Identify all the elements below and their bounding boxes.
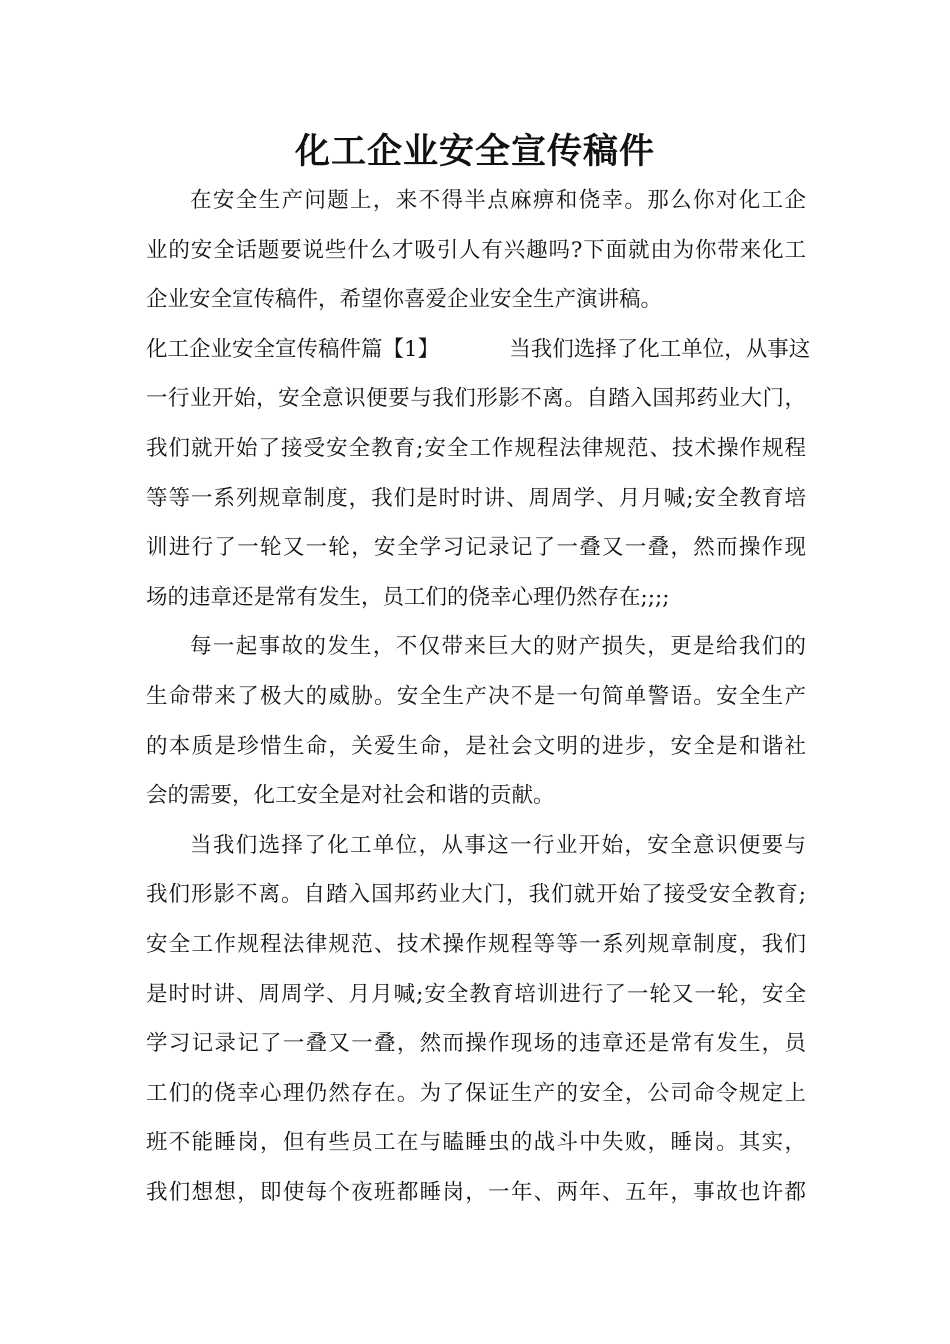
section-heading: 化工企业安全宣传稿件篇【1】 (146, 336, 440, 362)
paragraph-line: 工们的侥幸心理仍然存在。为了保证生产的安全，公司命令规定上 (146, 1080, 806, 1106)
paragraph-line: 会的需要，化工安全是对社会和谐的贡献。 (146, 783, 555, 809)
document-title: 化工企业安全宣传稿件 (294, 131, 655, 172)
paragraph-line: 企业安全宣传稿件，希望你喜爱企业安全生产演讲稿。 (146, 287, 663, 313)
paragraph-line: 每一起事故的发生，不仅带来巨大的财产损失，更是给我们的 (190, 634, 806, 660)
paragraph-line: 是时时讲、周周学、月月喊;安全教育培训进行了一轮又一轮，安全 (146, 981, 806, 1007)
paragraph-line: 生命带来了极大的威胁。安全生产决不是一句简单警语。安全生产 (146, 683, 806, 709)
paragraph-line: 学习记录记了一叠又一叠，然而操作现场的违章还是常有发生，员 (146, 1031, 806, 1057)
paragraph-line: 在安全生产问题上，来不得半点麻痹和侥幸。那么你对化工企 (190, 188, 806, 213)
paragraph-line: 班不能睡岗，但有些员工在与瞌睡虫的战斗中失败，睡岗。其实， (146, 1130, 806, 1156)
paragraph-line: 当我们选择了化工单位，从事这一行业开始，安全意识便要与 (190, 832, 806, 858)
paragraph-line: 我们就开始了接受安全教育;安全工作规程法律规范、技术操作规程 (146, 435, 806, 461)
paragraph-line: 一行业开始，安全意识便要与我们形影不离。自踏入国邦药业大门， (146, 386, 806, 412)
section-heading-line (146, 325, 811, 375)
paragraph-line: 我们想想，即使每个夜班都睡岗，一年、两年、五年，事故也许都 (146, 1179, 806, 1205)
paragraph-line: 业的安全话题要说些什么才吸引人有兴趣吗?下面就由为你带来化工 (146, 237, 806, 263)
section-heading-continuation: 当我们选择了化工单位，从事这 (509, 336, 811, 362)
paragraph-line: 训进行了一轮又一轮，安全学习记录记了一叠又一叠，然而操作现 (146, 535, 806, 561)
paragraph-line: 的本质是珍惜生命，关爱生命，是社会文明的进步，安全是和谐社 (146, 733, 806, 759)
paragraph-line: 安全工作规程法律规范、技术操作规程等等一系列规章制度，我们 (146, 931, 806, 957)
paragraph-line: 等等一系列规章制度，我们是时时讲、周周学、月月喊;安全教育培 (146, 485, 806, 511)
document-body (146, 176, 811, 1217)
paragraph-line: 我们形影不离。自踏入国邦药业大门，我们就开始了接受安全教育; (146, 882, 806, 908)
paragraph-line: 场的违章还是常有发生，员工们的侥幸心理仍然存在;;;; (146, 584, 670, 610)
